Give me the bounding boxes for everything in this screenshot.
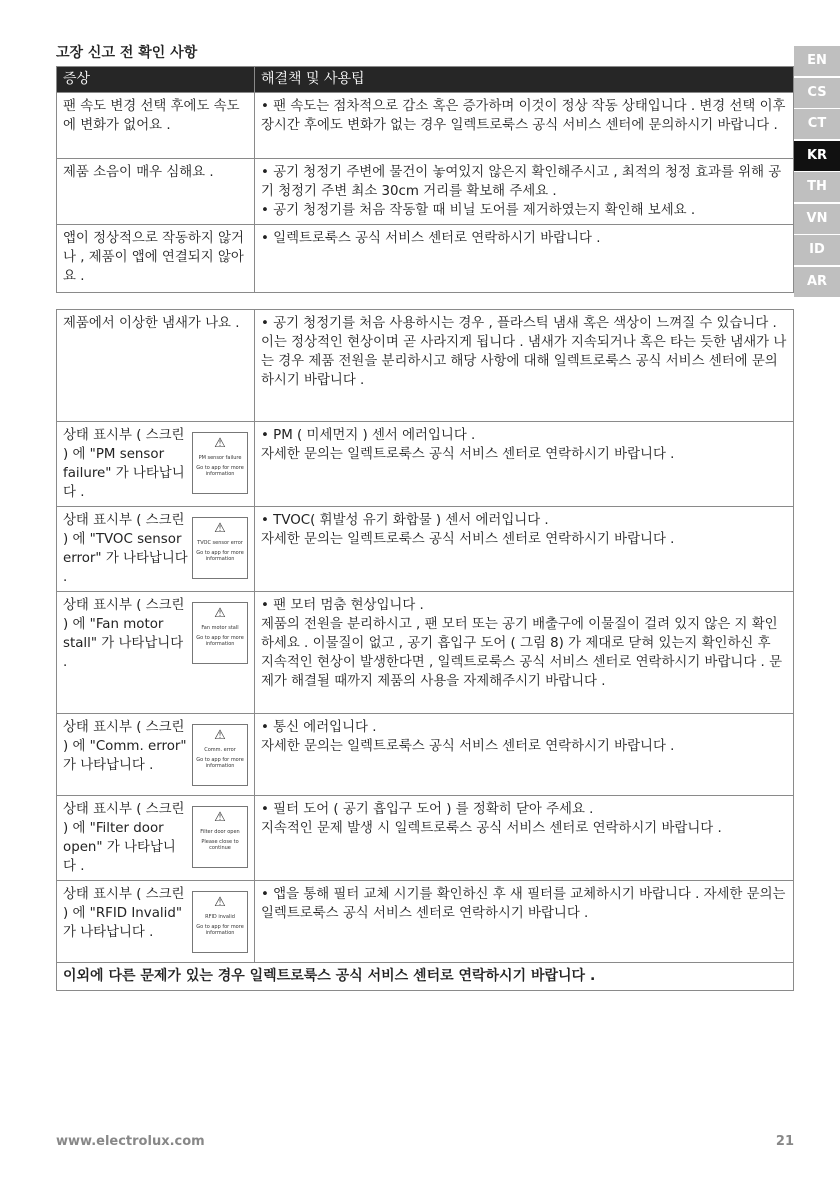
- column-header-solution: 해결책 및 사용팁: [255, 67, 794, 93]
- solution-text: • 일렉트로룩스 공식 서비스 센터로 연락하시기 바랍니다 .: [261, 231, 601, 246]
- solution-text: 자세한 문의는 일렉트로룩스 공식 서비스 센터로 연락하시기 바랍니다 .: [261, 739, 675, 754]
- solution-cell: [255, 714, 794, 796]
- language-tabs: [794, 46, 840, 298]
- screen-message: TVOC sensor error: [197, 540, 243, 546]
- table-row: [57, 881, 794, 963]
- solution-cell: [255, 93, 794, 159]
- screen-message: Comm. error: [204, 747, 236, 753]
- language-tab-id[interactable]: ID: [794, 235, 840, 265]
- screen-subtext: Go to app for more information: [196, 465, 244, 477]
- solution-text: • TVOC( 휘발성 유기 화합물 ) 센서 에러입니다 .: [261, 513, 549, 528]
- warning-icon: ⚠: [214, 810, 226, 825]
- screen-subtext: Go to app for more information: [196, 757, 244, 769]
- screen-message: PM sensor failure: [198, 455, 242, 461]
- table-row: [57, 422, 794, 507]
- language-tab-th[interactable]: TH: [794, 172, 840, 202]
- screen-message: RFID invalid: [205, 914, 235, 920]
- language-tab-vn[interactable]: VN: [794, 204, 840, 234]
- page-number: 21: [775, 1134, 794, 1149]
- solution-text: • 팬 속도는 점차적으로 감소 혹은 증가하며 이것이 정상 작동 상태입니다 . 변경 선택 이후 장시간 후에도 변화가 없는 경우 일렉트로룩스 공식 서비스 센터에 문의하시기 바랍니다 .: [261, 99, 786, 133]
- symptom-cell: 팬 속도 변경 선택 후에도 속도에 변화가 없어요 .: [57, 93, 255, 159]
- symptom-text: 상태 표시부 ( 스크린 ) 에 "Comm. error" 가 나타납니다 .: [63, 720, 187, 773]
- display-screen-illustration: [192, 724, 248, 786]
- table-row: [57, 310, 794, 422]
- solution-text: • PM ( 미세먼지 ) 센서 에러입니다 .: [261, 428, 476, 443]
- symptom-cell: 앱이 정상적으로 작동하지 않거나 , 제품이 앱에 연결되지 않아요 .: [57, 225, 255, 293]
- screen-subtext: Go to app for more information: [196, 635, 244, 647]
- symptom-text: 상태 표시부 ( 스크린 ) 에 "PM sensor failure" 가 나타납니다 .: [63, 428, 185, 500]
- solution-cell: [255, 881, 794, 963]
- solution-text: • 앱을 통해 필터 교체 시기를 확인하신 후 새 필터를 교체하시기 바랍니다 . 자세한 문의는 일렉트로룩스 공식 서비스 센터로 연락하시기 바랍니다 .: [261, 887, 786, 921]
- language-tab-en[interactable]: EN: [794, 46, 840, 76]
- website-url: www.electrolux.com: [56, 1134, 205, 1149]
- solution-cell: [255, 796, 794, 881]
- solution-text: • 공기 청정기 주변에 물건이 놓여있지 않은지 확인해주시고 , 최적의 청정 효과를 위해 공기 청정기 주변 최소 30cm 거리를 확보해 주세요 .: [261, 165, 782, 199]
- warning-icon: ⚠: [214, 521, 226, 536]
- symptom-text: 상태 표시부 ( 스크린 ) 에 "Filter door open" 가 나타납니다 .: [63, 802, 185, 874]
- solution-cell: [255, 592, 794, 714]
- symptom-cell: [57, 714, 255, 796]
- table-row: [57, 592, 794, 714]
- warning-icon: ⚠: [214, 895, 226, 910]
- solution-cell: [255, 159, 794, 225]
- symptom-cell: 제품 소음이 매우 심해요 .: [57, 159, 255, 225]
- solution-text: 자세한 문의는 일렉트로룩스 공식 서비스 센터로 연락하시기 바랍니다 .: [261, 532, 675, 547]
- footer-note-row: [57, 963, 794, 991]
- warning-icon: ⚠: [214, 436, 226, 451]
- symptom-cell: 제품에서 이상한 냄새가 나요 .: [57, 310, 255, 422]
- table-row: [57, 714, 794, 796]
- screen-message: Filter door open: [200, 829, 240, 835]
- display-screen-illustration: [192, 602, 248, 664]
- language-tab-kr[interactable]: KR: [794, 141, 840, 171]
- screen-message: Fan motor stall: [201, 625, 239, 631]
- screen-subtext: Please close to continue: [201, 839, 239, 851]
- solution-text: 지속적인 문제 발생 시 일렉트로룩스 공식 서비스 센터로 연락하시기 바랍니다 .: [261, 821, 722, 836]
- solution-cell: [255, 225, 794, 293]
- symptom-text: 상태 표시부 ( 스크린 ) 에 "TVOC sensor error" 가 나타납니다 .: [63, 513, 188, 585]
- solution-text: • 공기 청정기를 처음 사용하시는 경우 , 플라스틱 냄새 혹은 색상이 느껴질 수 있습니다 . 이는 정상적인 현상이며 곧 사라지게 됩니다 . 냄새가 지속되거나 혹은 타는 듯한 냄새가 나는 경우 제품 전원을 분리하시고 해당 사항에 대해 일렉트로룩스 공식 서비스 센터에 문의하시기 바랍니다 .: [261, 316, 787, 388]
- language-tab-cs[interactable]: CS: [794, 78, 840, 108]
- table-row: [57, 796, 794, 881]
- solution-cell: [255, 310, 794, 422]
- symptom-cell: [57, 796, 255, 881]
- symptom-cell: [57, 881, 255, 963]
- symptom-cell: [57, 422, 255, 507]
- troubleshooting-table-1: [56, 66, 794, 293]
- page-title: 고장 신고 전 확인 사항: [56, 45, 198, 61]
- language-tab-ct[interactable]: CT: [794, 109, 840, 139]
- screen-subtext: Go to app for more information: [196, 924, 244, 936]
- table-row: [57, 225, 794, 293]
- warning-icon: ⚠: [214, 728, 226, 743]
- table-row: [57, 159, 794, 225]
- solution-text: • 팬 모터 멈춤 현상입니다 .: [261, 598, 424, 613]
- display-screen-illustration: [192, 891, 248, 953]
- column-header-symptom: 증상: [57, 67, 255, 93]
- solution-text: • 필터 도어 ( 공기 흡입구 도어 ) 를 정확히 닫아 주세요 .: [261, 802, 594, 817]
- language-tab-ar[interactable]: AR: [794, 267, 840, 297]
- display-screen-illustration: [192, 432, 248, 494]
- symptom-cell: [57, 507, 255, 592]
- symptom-cell: [57, 592, 255, 714]
- symptom-text: 상태 표시부 ( 스크린 ) 에 "Fan motor stall" 가 나타납니다 .: [63, 598, 185, 670]
- table-row: [57, 507, 794, 592]
- display-screen-illustration: [192, 517, 248, 579]
- solution-text: 제품의 전원을 분리하시고 , 팬 모터 또는 공기 배출구에 이물질이 걸려 있지 않은 지 확인하세요 . 이물질이 없고 , 공기 흡입구 도어 ( 그림 8) 가 제대로 닫혀 있는지 확인하신 후 지속적인 현상이 발생한다면 , 일렉트로룩스 공식 서비스 센터로 연락하시기 바랍니다 . 문제가 해결될 때까지 제품의 사용을 자제해주시기 바랍니다 .: [261, 617, 783, 689]
- display-screen-illustration: [192, 806, 248, 868]
- footer-note: 이외에 다른 문제가 있는 경우 일렉트로룩스 공식 서비스 센터로 연락하시기 바랍니다 .: [57, 963, 794, 991]
- screen-subtext: Go to app for more information: [196, 550, 244, 562]
- solution-cell: [255, 422, 794, 507]
- solution-text: 자세한 문의는 일렉트로룩스 공식 서비스 센터로 연락하시기 바랍니다 .: [261, 447, 675, 462]
- troubleshooting-table-2: [56, 309, 794, 991]
- warning-icon: ⚠: [214, 606, 226, 621]
- table-row: [57, 93, 794, 159]
- solution-text: • 공기 청정기를 처음 작동할 때 비닐 도어를 제거하였는지 확인해 보세요 .: [261, 203, 696, 218]
- solution-text: • 통신 에러입니다 .: [261, 720, 377, 735]
- symptom-text: 상태 표시부 ( 스크린 ) 에 "RFID Invalid" 가 나타납니다 .: [63, 887, 185, 940]
- solution-cell: [255, 507, 794, 592]
